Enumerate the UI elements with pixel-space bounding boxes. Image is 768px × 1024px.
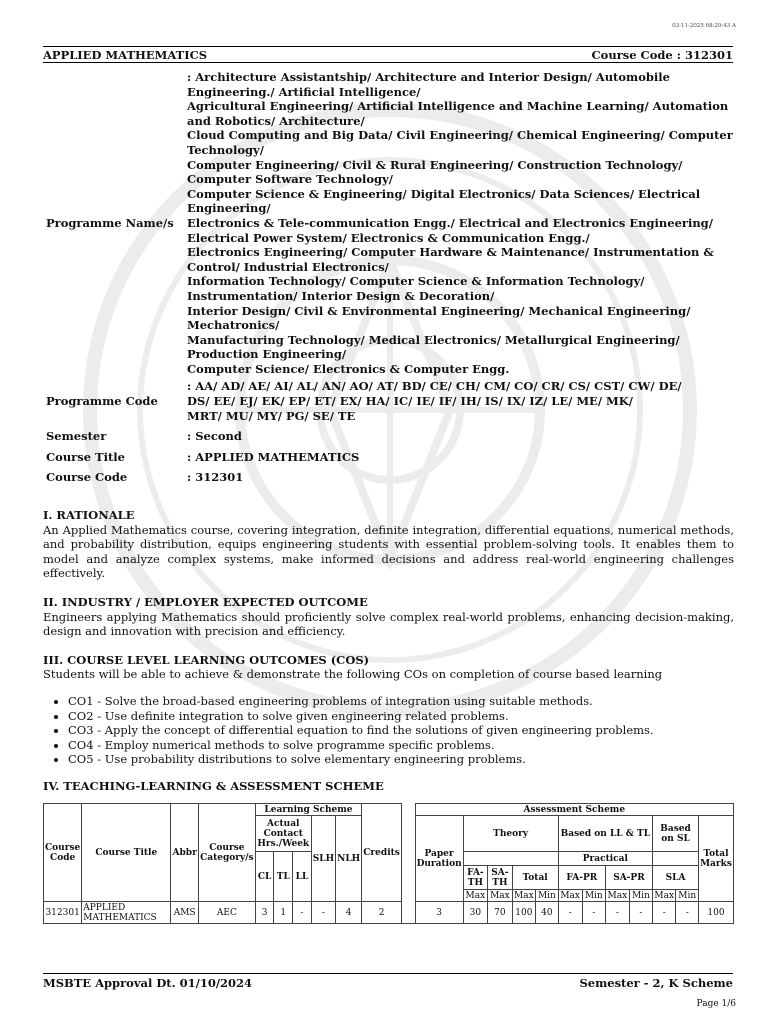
theory-header: Theory: [463, 816, 558, 852]
col-sa-th: SA-TH: [488, 866, 513, 890]
programme-names-line: Technology/: [187, 142, 264, 157]
programme-names-line: Electrical Power System/ Electronics & Communication Engg./: [187, 230, 590, 245]
max-label: Max: [654, 890, 675, 901]
industry-outcome-heading: II. INDUSTRY / EMPLOYER EXPECTED OUTCOME: [43, 594, 368, 609]
col-fa-pr: FA-PR: [558, 866, 605, 890]
rationale-text: An Applied Mathematics course, covering integration, definite integration, differential equations, numerical methods, and probability distribution, equips engineering students with essential problem-solving tools. It enables them to model and analyze complex systems, make informed decisions and address real-world engineering challenges effectively.: [43, 522, 734, 581]
row-fa-th-max: 30: [463, 902, 488, 924]
row-total-marks: 100: [699, 902, 734, 924]
programme-names-label: Programme Name/s: [46, 215, 174, 230]
row-cl: 3: [255, 902, 274, 924]
teaching-assessment-scheme-table: [43, 803, 734, 924]
course-outcome-item: • CO1 - Solve the broad-based engineering problems of integration using suitable methods.: [68, 694, 734, 709]
min-label: Min: [629, 890, 652, 902]
header-course-name: APPLIED MATHEMATICS: [43, 48, 208, 62]
programme-names-line: Electronics & Tele-communication Engg./ Electrical and Electronics Engineering/: [187, 215, 713, 230]
page-footer: [43, 973, 733, 990]
col-slh: SLH: [311, 816, 335, 902]
practical-header: Practical: [558, 852, 652, 866]
col-paper-duration: Paper Duration: [415, 816, 463, 902]
course-outcomes-intro: Students will be able to achieve & demonstrate the following COs on completion of course based learning: [43, 667, 663, 682]
course-code-row: [43, 467, 743, 488]
row-category: AEC: [199, 902, 256, 924]
row-fa-pr-max: -: [558, 902, 582, 924]
programme-code-label: Programme Code: [46, 394, 158, 409]
row-sla-min: -: [676, 902, 699, 924]
row-total-max: 100: [512, 902, 535, 924]
programme-names-row: [43, 70, 743, 376]
programme-names-line: Control/ Industrial Electronics/: [187, 259, 389, 274]
footer-scheme: Semester - 2, K Scheme: [579, 976, 733, 990]
page-number: Page 1/6: [696, 999, 736, 1009]
max-label: Max: [605, 890, 629, 902]
header-course-code: Course Code : 312301: [591, 48, 733, 62]
programme-names-line: Electronics Engineering/ Computer Hardware & Maintenance/ Instrumentation &: [187, 245, 714, 260]
learning-scheme-header: Learning Scheme: [255, 804, 361, 816]
programme-names-line: Computer Software Technology/: [187, 172, 393, 187]
row-nlh: 4: [336, 902, 362, 924]
max-label: Max: [488, 890, 513, 902]
col-tl: TL: [274, 852, 293, 902]
col-cl: CL: [255, 852, 274, 902]
course-code-value: : 312301: [187, 470, 244, 485]
print-timestamp: 03-11-2025 08:29:43 A: [672, 23, 736, 29]
row-sa-pr-max: -: [605, 902, 629, 924]
col-total: Total: [512, 866, 558, 890]
semester-value: : Second: [187, 429, 242, 444]
course-outcomes-list: [43, 694, 734, 767]
programme-code-line: MRT/ MU/ MY/ PG/ SE/ TE: [187, 408, 356, 423]
programme-names-line: Mechatronics/: [187, 318, 280, 333]
col-credits: Credits: [362, 804, 402, 902]
row-slh: -: [311, 902, 335, 924]
programme-names-line: Computer Engineering/ Civil & Rural Engineering/ Construction Technology/: [187, 157, 683, 172]
row-abbr: AMS: [171, 902, 199, 924]
row-fa-pr-min: -: [582, 902, 605, 924]
course-outcomes-heading: III. COURSE LEVEL LEARNING OUTCOMES (COS): [43, 652, 370, 667]
course-outcome-item: • CO3 - Apply the concept of differential equation to find the solutions of given engineering problems.: [68, 723, 734, 738]
actual-contact-header: Actual Contact Hrs./Week: [255, 816, 311, 852]
course-title-row: [43, 447, 743, 468]
course-code-label: Course Code: [46, 470, 128, 485]
min-label: Min: [582, 890, 605, 902]
programme-names-line: Manufacturing Technology/ Medical Electronics/ Metallurgical Engineering/: [187, 332, 680, 347]
programme-names-line: : Architecture Assistantship/ Architecture and Interior Design/ Automobile: [187, 70, 670, 84]
semester-row: [43, 426, 743, 447]
assessment-scheme-header: Assessment Scheme: [415, 804, 733, 816]
course-sections: [43, 508, 734, 794]
programme-names-line: Information Technology/ Computer Science & Information Technology/: [187, 274, 645, 289]
programme-names-value: [187, 70, 743, 376]
row-sa-pr-min: -: [629, 902, 652, 924]
row-ll: -: [293, 902, 312, 924]
programme-names-line: Engineering/: [187, 201, 271, 216]
programme-names-line: Production Engineering/: [187, 347, 347, 362]
col-nlh: NLH: [336, 816, 362, 902]
col-course-code: Course Code: [44, 804, 82, 902]
based-ll-tl-header: Based on LL & TL: [558, 816, 652, 852]
programme-names-line: and Robotics/ Architecture/: [187, 113, 365, 128]
col-fa-th: FA-TH: [463, 866, 488, 890]
row-tl: 1: [274, 902, 293, 924]
course-title-value: : APPLIED MATHEMATICS: [187, 449, 360, 464]
course-outcome-item: • CO5 - Use probability distributions to solve elementary engineering problems.: [68, 752, 734, 767]
programme-code-row: [43, 376, 743, 426]
programme-names-line: Cloud Computing and Big Data/ Civil Engineering/ Chemical Engineering/ Computer: [187, 128, 733, 143]
max-label: Max: [463, 890, 488, 902]
min-label: Min: [536, 890, 559, 902]
row-paper-duration: 3: [415, 902, 463, 924]
scheme-heading: IV. TEACHING-LEARNING & ASSESSMENT SCHEME: [43, 778, 384, 793]
col-category: Course Category/s: [199, 804, 256, 902]
programme-names-line: Agricultural Engineering/ Artificial Intelligence and Machine Learning/ Automation: [187, 99, 729, 114]
course-outcome-item: • CO4 - Employ numerical methods to solve programme specific problems.: [68, 738, 734, 753]
page-header: [43, 46, 733, 63]
rationale-heading: I. RATIONALE: [43, 508, 135, 522]
industry-outcome-text: Engineers applying Mathematics should proficiently solve complex real-world problems, enhancing decision-making, design and innovation with precision and efficiency.: [43, 609, 734, 639]
row-course-code: 312301: [44, 902, 82, 924]
col-abbr: Abbr: [171, 804, 199, 902]
programme-names-line: Interior Design/ Civil & Environmental Engineering/ Mechanical Engineering/: [187, 303, 691, 318]
based-sl-header: Based on SL: [653, 816, 699, 852]
col-course-title: Course Title: [82, 804, 171, 902]
row-credits: 2: [362, 902, 402, 924]
course-title-label: Course Title: [46, 449, 125, 464]
programme-code-line: : AA/ AD/ AE/ AI/ AL/ AN/ AO/ AT/ BD/ CE/ CH/ CM/ CO/ CR/ CS/ CST/ CW/ DE/: [187, 379, 682, 394]
row-sa-th-max: 70: [488, 902, 513, 924]
max-label: Max: [558, 890, 582, 902]
course-info-table: [43, 70, 743, 488]
max-label: Max: [514, 890, 534, 901]
row-course-title: APPLIED MATHEMATICS: [82, 902, 171, 924]
col-total-marks: Total Marks: [699, 816, 734, 902]
row-total-min: 40: [536, 902, 559, 924]
programme-names-line: Engineering./ Artificial Intelligence/: [187, 84, 421, 99]
programme-names-line: Instrumentation/ Interior Design & Decoration/: [187, 288, 495, 303]
col-sa-pr: SA-PR: [605, 866, 652, 890]
semester-label: Semester: [46, 429, 107, 444]
col-sla: SLA: [653, 866, 699, 890]
programme-names-line: Computer Science & Engineering/ Digital Electronics/ Data Sciences/ Electrical: [187, 186, 701, 201]
programme-names-line: Computer Science/ Electronics & Computer Engg.: [187, 361, 510, 376]
programme-code-value: [187, 376, 743, 426]
col-ll: LL: [293, 852, 312, 902]
table-row: [44, 902, 734, 924]
min-label: Min: [676, 890, 699, 902]
course-outcome-item: • CO2 - Use definite integration to solve given engineering related problems.: [68, 709, 734, 724]
row-sla-max: -: [653, 902, 676, 924]
programme-code-line: DS/ EE/ EJ/ EK/ EP/ ET/ EX/ HA/ IC/ IE/ IF/ IH/ IS/ IX/ IZ/ LE/ ME/ MK/: [187, 394, 633, 409]
footer-approval: MSBTE Approval Dt. 01/10/2024: [43, 976, 253, 990]
